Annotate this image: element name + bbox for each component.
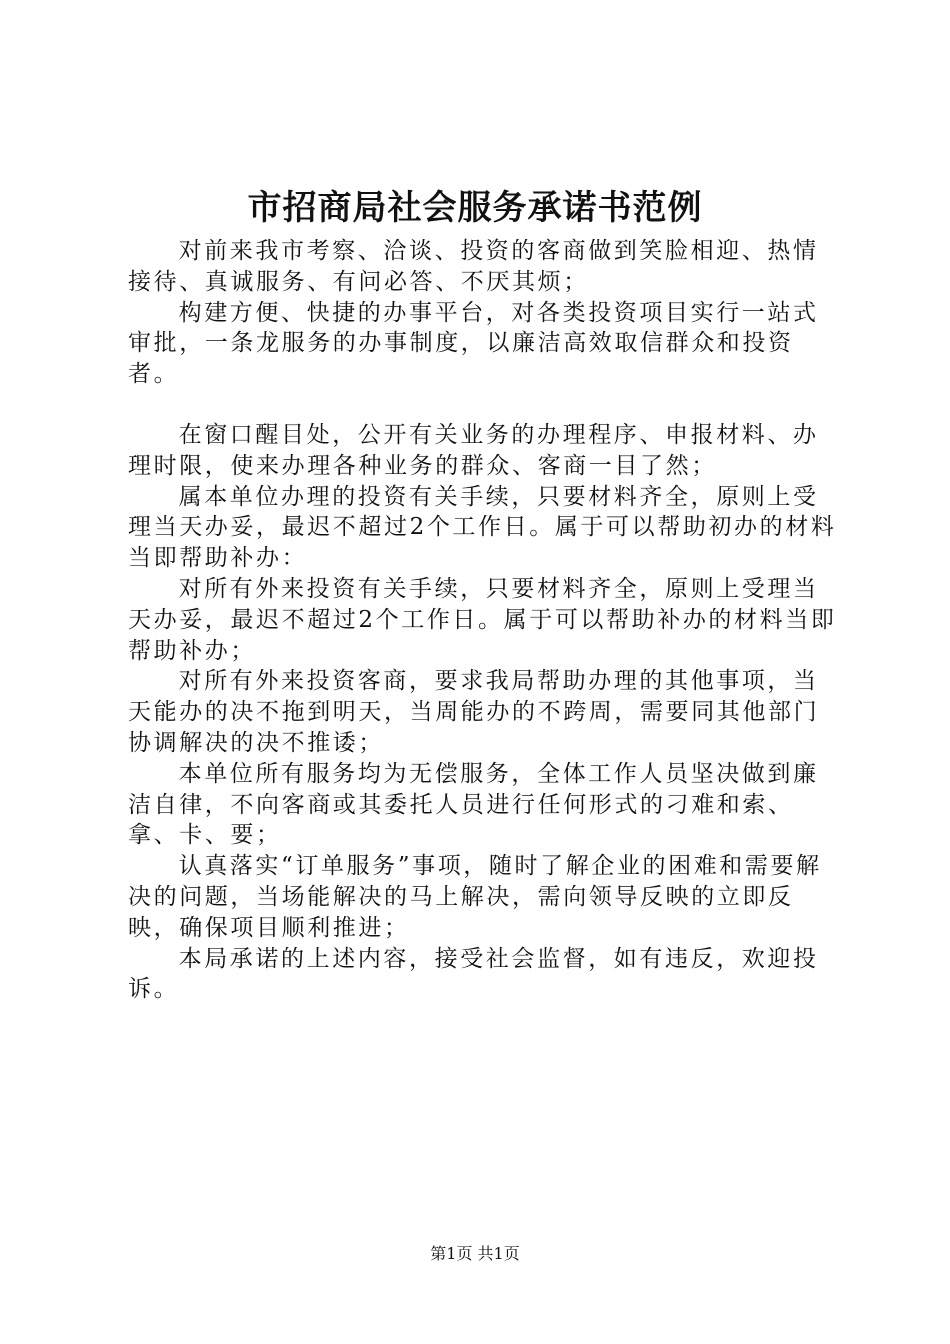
paragraph-7: 本单位所有服务均为无偿服务，全体工作人员坚决做到廉洁自律，不向客商或其委托人员进行任何形式的刁难和索、拿、卡、要； (128, 760, 819, 849)
document-title: 市招商局社会服务承诺书范例 (247, 188, 703, 228)
paragraph-6: 对所有外来投资客商，要求我局帮助办理的其他事项，当天能办的决不拖到明天，当周能办的不跨周，需要同其他部门协调解决的决不推诿； (128, 668, 820, 756)
page-footer: 第1页 共1页 (430, 1244, 520, 1263)
paragraph-2: 构建方便、快捷的办事平台，对各类投资项目实行一站式审批，一条龙服务的办事制度，以廉洁高效取信群众和投资者。 (128, 299, 819, 388)
paragraph-9: 本局承诺的上述内容，接受社会监督，如有违反，欢迎投诉。 (128, 945, 819, 1003)
paragraph-5: 对所有外来投资有关手续，只要材料齐全，原则上受理当天办妥，最迟不超过2个工作日。属于可以帮助补办的材料当即帮助补办； (128, 575, 837, 664)
document-body (128, 236, 840, 1005)
paragraph-1: 对前来我市考察、洽谈、投资的客商做到笑脸相迎、热情接待、真诚服务、有问必答、不厌其烦； (128, 238, 819, 295)
paragraph-3: 在窗口醒目处，公开有关业务的办理程序、申报材料、办理时限，使来办理各种业务的群众、客商一目了然； (128, 421, 819, 479)
paragraph-8: 认真落实“订单服务”事项，随时了解企业的困难和需要解决的问题，当场能解决的马上解决，需向领导反映的立即反映，确保项目顺利推进； (128, 853, 822, 941)
paragraph-4: 属本单位办理的投资有关手续，只要材料齐全，原则上受理当天办妥，最迟不超过2个工作日。属于可以帮助初办的材料当即帮助补办： (128, 483, 837, 572)
